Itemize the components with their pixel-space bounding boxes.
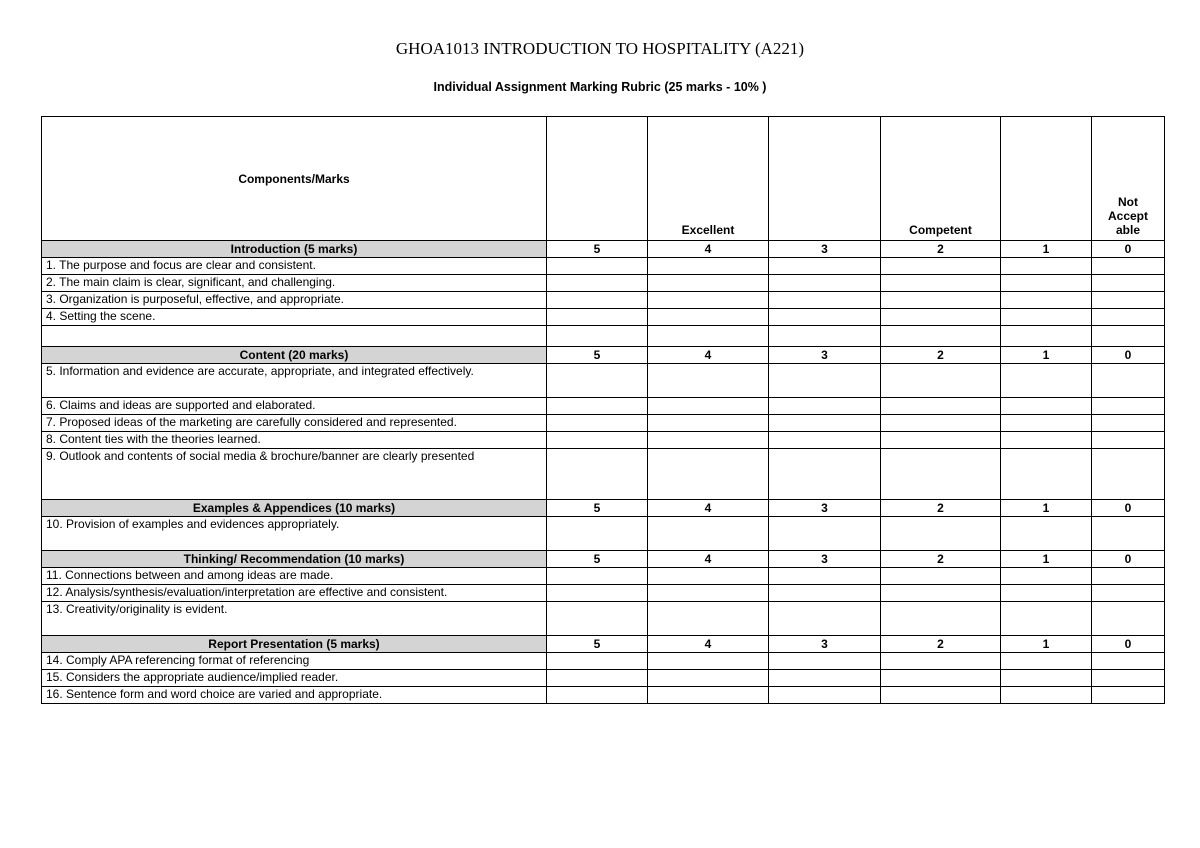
score-cell[interactable] xyxy=(1092,275,1165,292)
score-cell[interactable] xyxy=(1001,517,1092,551)
score-2: 2 xyxy=(881,347,1001,364)
score-cell[interactable] xyxy=(547,258,648,275)
score-cell[interactable] xyxy=(648,449,769,500)
criterion-row xyxy=(42,398,1165,415)
not-acceptable-line-1: Not xyxy=(1118,195,1138,209)
score-cell[interactable] xyxy=(769,309,881,326)
score-cell[interactable] xyxy=(547,602,648,636)
score-1: 1 xyxy=(1001,347,1092,364)
criterion-row xyxy=(42,602,1165,636)
score-cell[interactable] xyxy=(881,449,1001,500)
score-cell[interactable] xyxy=(769,275,881,292)
criterion-label: 3. Organization is purposeful, effective, and appropriate. xyxy=(42,292,547,309)
score-cell[interactable] xyxy=(648,568,769,585)
score-cell[interactable] xyxy=(1092,432,1165,449)
section-header-row xyxy=(42,500,1165,517)
score-cell[interactable] xyxy=(1092,517,1165,551)
score-cell[interactable] xyxy=(769,292,881,309)
score-cell[interactable] xyxy=(769,670,881,687)
score-cell[interactable] xyxy=(881,275,1001,292)
score-2: 2 xyxy=(881,551,1001,568)
score-cell[interactable] xyxy=(1092,449,1165,500)
criterion-label: 12. Analysis/synthesis/evaluation/interpretation are effective and consistent. xyxy=(42,585,547,602)
score-3: 3 xyxy=(769,551,881,568)
header-col-5 xyxy=(547,117,648,241)
score-cell[interactable] xyxy=(648,398,769,415)
score-1: 1 xyxy=(1001,636,1092,653)
criterion-label: 11. Connections between and among ideas are made. xyxy=(42,568,547,585)
score-cell[interactable] xyxy=(547,292,648,309)
score-cell[interactable] xyxy=(1092,415,1165,432)
criterion-row xyxy=(42,364,1165,398)
criterion-label: 13. Creativity/originality is evident. xyxy=(42,602,547,636)
score-cell[interactable] xyxy=(1001,398,1092,415)
score-cell[interactable] xyxy=(881,568,1001,585)
not-acceptable-line-2: Accept xyxy=(1107,209,1148,223)
score-cell[interactable] xyxy=(547,364,648,398)
criterion-label: 8. Content ties with the theories learned. xyxy=(42,432,547,449)
spacer-cell xyxy=(1001,326,1092,347)
score-cell[interactable] xyxy=(1001,670,1092,687)
header-competent: Competent xyxy=(881,117,1001,241)
score-cell[interactable] xyxy=(769,687,881,704)
score-cell[interactable] xyxy=(1001,432,1092,449)
score-5: 5 xyxy=(547,241,648,258)
score-0: 0 xyxy=(1092,636,1165,653)
score-0: 0 xyxy=(1092,347,1165,364)
criterion-label: 4. Setting the scene. xyxy=(42,309,547,326)
score-cell[interactable] xyxy=(1092,653,1165,670)
score-cell[interactable] xyxy=(1092,687,1165,704)
score-4: 4 xyxy=(648,500,769,517)
score-cell[interactable] xyxy=(648,275,769,292)
section-header-row xyxy=(42,241,1165,258)
score-cell[interactable] xyxy=(547,653,648,670)
spacer-row xyxy=(42,326,1165,347)
score-5: 5 xyxy=(547,551,648,568)
score-cell[interactable] xyxy=(881,653,1001,670)
score-1: 1 xyxy=(1001,500,1092,517)
criterion-label: 7. Proposed ideas of the marketing are carefully considered and represented. xyxy=(42,415,547,432)
score-cell[interactable] xyxy=(769,415,881,432)
score-cell[interactable] xyxy=(1001,568,1092,585)
criterion-row xyxy=(42,653,1165,670)
score-4: 4 xyxy=(648,551,769,568)
section-title: Thinking/ Recommendation (10 marks) xyxy=(42,551,547,568)
score-cell[interactable] xyxy=(547,687,648,704)
criterion-label: 14. Comply APA referencing format of referencing xyxy=(42,653,547,670)
score-4: 4 xyxy=(648,636,769,653)
score-cell[interactable] xyxy=(547,449,648,500)
section-title: Content (20 marks) xyxy=(42,347,547,364)
score-5: 5 xyxy=(547,636,648,653)
score-cell[interactable] xyxy=(1092,568,1165,585)
not-acceptable-line-3: able xyxy=(1115,223,1140,237)
criterion-label: 2. The main claim is clear, significant, and challenging. xyxy=(42,275,547,292)
score-cell[interactable] xyxy=(881,670,1001,687)
header-excellent: Excellent xyxy=(648,117,769,241)
score-cell[interactable] xyxy=(547,670,648,687)
score-cell[interactable] xyxy=(648,670,769,687)
score-4: 4 xyxy=(648,347,769,364)
score-cell[interactable] xyxy=(547,432,648,449)
score-cell[interactable] xyxy=(1001,585,1092,602)
criterion-row xyxy=(42,585,1165,602)
score-cell[interactable] xyxy=(881,602,1001,636)
score-cell[interactable] xyxy=(881,585,1001,602)
header-col-1 xyxy=(1001,117,1092,241)
score-cell[interactable] xyxy=(769,653,881,670)
score-cell[interactable] xyxy=(547,309,648,326)
document-subtitle: Individual Assignment Marking Rubric (25 marks - 10% ) xyxy=(433,80,767,94)
criterion-label: 9. Outlook and contents of social media & brochure/banner are clearly presented xyxy=(42,449,547,500)
score-5: 5 xyxy=(547,347,648,364)
score-1: 1 xyxy=(1001,241,1092,258)
criterion-row xyxy=(42,517,1165,551)
score-cell[interactable] xyxy=(1001,449,1092,500)
score-3: 3 xyxy=(769,636,881,653)
score-3: 3 xyxy=(769,241,881,258)
score-cell[interactable] xyxy=(1092,670,1165,687)
score-5: 5 xyxy=(547,500,648,517)
score-cell[interactable] xyxy=(881,309,1001,326)
spacer-cell xyxy=(1092,326,1165,347)
score-1: 1 xyxy=(1001,551,1092,568)
section-header-row xyxy=(42,551,1165,568)
criterion-row xyxy=(42,449,1165,500)
score-cell[interactable] xyxy=(648,585,769,602)
score-cell[interactable] xyxy=(1092,364,1165,398)
score-cell[interactable] xyxy=(1001,275,1092,292)
score-cell[interactable] xyxy=(547,398,648,415)
score-0: 0 xyxy=(1092,241,1165,258)
score-cell[interactable] xyxy=(648,292,769,309)
score-2: 2 xyxy=(881,241,1001,258)
criterion-label: 5. Information and evidence are accurate, appropriate, and integrated effectively. xyxy=(42,364,547,398)
score-cell[interactable] xyxy=(881,415,1001,432)
score-2: 2 xyxy=(881,636,1001,653)
section-title: Examples & Appendices (10 marks) xyxy=(42,500,547,517)
score-cell[interactable] xyxy=(769,398,881,415)
score-cell[interactable] xyxy=(881,398,1001,415)
score-cell[interactable] xyxy=(648,258,769,275)
score-cell[interactable] xyxy=(1001,258,1092,275)
score-cell[interactable] xyxy=(769,568,881,585)
score-cell[interactable] xyxy=(648,687,769,704)
criterion-row xyxy=(42,432,1165,449)
score-cell[interactable] xyxy=(769,258,881,275)
score-cell[interactable] xyxy=(1001,687,1092,704)
score-cell[interactable] xyxy=(547,585,648,602)
score-cell[interactable] xyxy=(881,292,1001,309)
criterion-label: 6. Claims and ideas are supported and elaborated. xyxy=(42,398,547,415)
criterion-row xyxy=(42,670,1165,687)
score-cell[interactable] xyxy=(648,653,769,670)
score-cell[interactable] xyxy=(769,517,881,551)
score-cell[interactable] xyxy=(547,275,648,292)
document-title: GHOA1013 INTRODUCTION TO HOSPITALITY (A221) xyxy=(395,39,805,58)
header-not-acceptable xyxy=(1092,117,1165,241)
criterion-row xyxy=(42,275,1165,292)
score-cell[interactable] xyxy=(648,517,769,551)
score-cell[interactable] xyxy=(769,602,881,636)
score-cell[interactable] xyxy=(648,415,769,432)
criterion-label: 10. Provision of examples and evidences appropriately. xyxy=(42,517,547,551)
score-cell[interactable] xyxy=(881,258,1001,275)
score-cell[interactable] xyxy=(769,432,881,449)
spacer-cell xyxy=(547,326,648,347)
score-3: 3 xyxy=(769,500,881,517)
criterion-row xyxy=(42,309,1165,326)
score-4: 4 xyxy=(648,241,769,258)
header-col-3 xyxy=(769,117,881,241)
score-cell[interactable] xyxy=(648,432,769,449)
criterion-row xyxy=(42,258,1165,275)
section-header-row xyxy=(42,347,1165,364)
score-cell[interactable] xyxy=(1092,585,1165,602)
score-cell[interactable] xyxy=(1092,602,1165,636)
score-cell[interactable] xyxy=(769,449,881,500)
score-cell[interactable] xyxy=(881,364,1001,398)
criterion-label: 16. Sentence form and word choice are varied and appropriate. xyxy=(42,687,547,704)
section-header-row xyxy=(42,636,1165,653)
score-cell[interactable] xyxy=(1001,602,1092,636)
score-0: 0 xyxy=(1092,551,1165,568)
score-cell[interactable] xyxy=(1001,364,1092,398)
criterion-label: 15. Considers the appropriate audience/implied reader. xyxy=(42,670,547,687)
spacer-cell xyxy=(648,326,769,347)
score-0: 0 xyxy=(1092,500,1165,517)
score-2: 2 xyxy=(881,500,1001,517)
rubric-header-row xyxy=(42,117,1165,241)
score-cell[interactable] xyxy=(1001,415,1092,432)
score-cell[interactable] xyxy=(648,602,769,636)
score-cell[interactable] xyxy=(1092,309,1165,326)
score-cell[interactable] xyxy=(648,364,769,398)
section-title: Introduction (5 marks) xyxy=(42,241,547,258)
score-cell[interactable] xyxy=(1092,292,1165,309)
criterion-row xyxy=(42,292,1165,309)
spacer-cell xyxy=(769,326,881,347)
score-cell[interactable] xyxy=(547,415,648,432)
criterion-row xyxy=(42,415,1165,432)
score-cell[interactable] xyxy=(769,585,881,602)
score-cell[interactable] xyxy=(1001,653,1092,670)
criterion-label: 1. The purpose and focus are clear and consistent. xyxy=(42,258,547,275)
spacer-cell xyxy=(881,326,1001,347)
score-cell[interactable] xyxy=(1092,258,1165,275)
score-cell[interactable] xyxy=(1001,292,1092,309)
criterion-row xyxy=(42,687,1165,704)
score-cell[interactable] xyxy=(648,309,769,326)
score-cell[interactable] xyxy=(547,517,648,551)
rubric-table xyxy=(41,116,1165,704)
score-cell[interactable] xyxy=(1092,398,1165,415)
score-cell[interactable] xyxy=(881,687,1001,704)
section-title: Report Presentation (5 marks) xyxy=(42,636,547,653)
score-cell[interactable] xyxy=(1001,309,1092,326)
score-cell[interactable] xyxy=(881,517,1001,551)
header-components: Components/Marks xyxy=(42,117,547,241)
score-cell[interactable] xyxy=(881,432,1001,449)
spacer-cell xyxy=(42,326,547,347)
criterion-row xyxy=(42,568,1165,585)
score-3: 3 xyxy=(769,347,881,364)
score-cell[interactable] xyxy=(547,568,648,585)
score-cell[interactable] xyxy=(769,364,881,398)
